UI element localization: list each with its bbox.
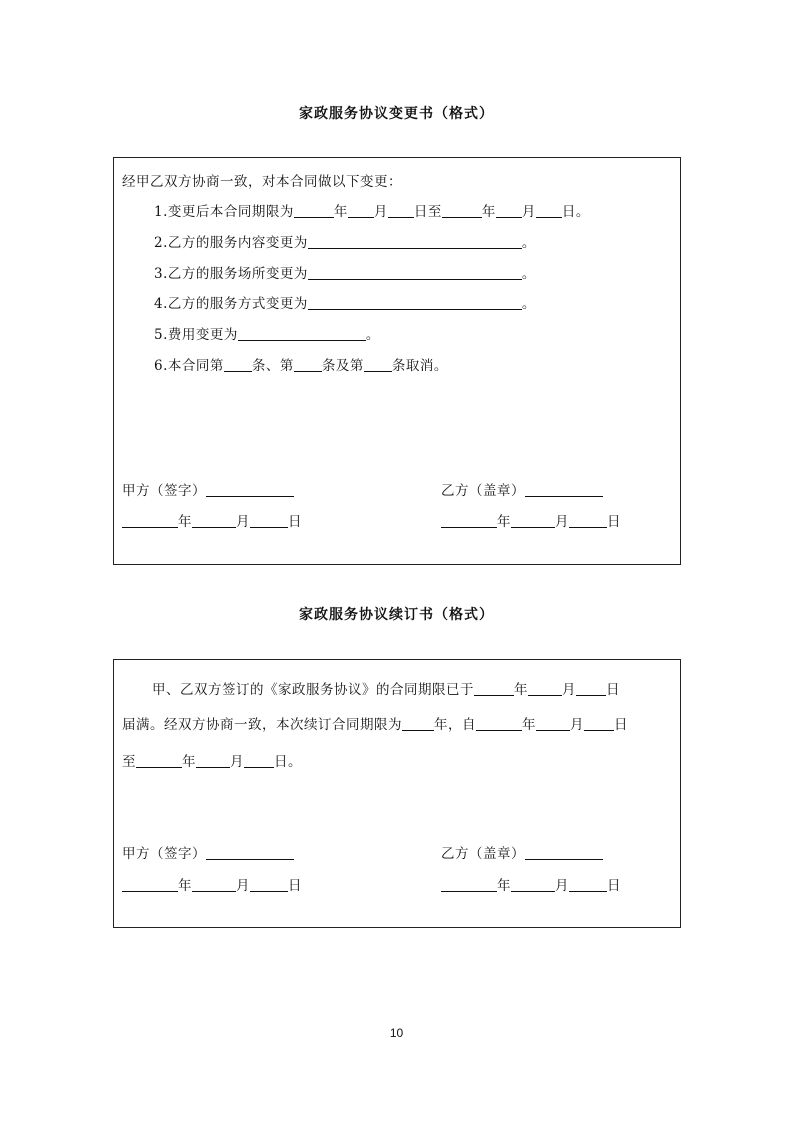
renewal-party-b-seal-blank[interactable] [525, 845, 603, 860]
party-b-date-month[interactable] [511, 513, 555, 528]
blank-end-month[interactable] [496, 203, 522, 218]
party-a-date-month[interactable] [192, 513, 236, 528]
blank-renewal-start-month[interactable] [536, 716, 570, 731]
party-a-date-day[interactable] [250, 513, 288, 528]
renewal-party-a-signature-blank[interactable] [206, 845, 294, 860]
renewal-title: 家政服务协议续订书（格式） [299, 607, 494, 623]
renewal-party-b-date-day[interactable] [569, 877, 607, 892]
renewal-line-2: 届满。经双方协商一致，本次续订合同期限为 年，自 年 月 日 [122, 717, 628, 733]
party-a-signature-blank[interactable] [206, 482, 294, 497]
renewal-party-a-date-year[interactable] [122, 877, 178, 892]
change-party-b-date: 年 月 日 [441, 510, 621, 530]
renewal-party-a-date: 年 月 日 [122, 874, 302, 894]
blank-service-content[interactable] [308, 234, 522, 249]
blank-clause-3[interactable] [364, 357, 392, 372]
renewal-party-b: 乙方（盖章） [441, 842, 603, 862]
blank-renewal-end-day[interactable] [244, 753, 274, 768]
change-item-6: 6.本合同第 条、第 条及第 条取消。 [154, 358, 448, 374]
party-b-date-day[interactable] [569, 513, 607, 528]
change-item-3: 3.乙方的服务场所变更为 。 [154, 266, 536, 282]
change-party-a: 甲方（签字） [122, 479, 294, 499]
party-a-date-year[interactable] [122, 513, 178, 528]
change-item-2: 2.乙方的服务内容变更为 。 [154, 235, 536, 251]
renewal-party-b-date: 年 月 日 [441, 874, 621, 894]
renewal-line-3: 至 年 月 日。 [122, 754, 302, 770]
blank-end-year[interactable] [442, 203, 482, 218]
blank-start-day[interactable] [388, 203, 414, 218]
blank-clause-2[interactable] [294, 357, 322, 372]
blank-service-location[interactable] [308, 265, 522, 280]
blank-service-method[interactable] [308, 295, 522, 310]
change-item-5: 5.费用变更为 。 [154, 327, 380, 343]
renewal-line-1: 甲、乙双方签订的《家政服务协议》的合同期限已于 年 月 日 [152, 682, 620, 698]
party-b-date-year[interactable] [441, 513, 497, 528]
change-title: 家政服务协议变更书（格式） [299, 106, 494, 122]
renewal-form-box [113, 659, 681, 928]
blank-renewal-end-month[interactable] [196, 753, 230, 768]
blank-end-day[interactable] [536, 203, 562, 218]
blank-start-year[interactable] [294, 203, 334, 218]
change-item-1: 1.变更后本合同期限为 年 月 日至 年 月 日。 [154, 204, 590, 220]
blank-start-month[interactable] [348, 203, 374, 218]
blank-fee[interactable] [238, 326, 366, 341]
blank-expiry-day[interactable] [576, 681, 606, 696]
blank-renewal-start-day[interactable] [584, 716, 614, 731]
blank-clause-1[interactable] [224, 357, 252, 372]
blank-renewal-start-year[interactable] [476, 716, 522, 731]
renewal-party-a: 甲方（签字） [122, 842, 294, 862]
party-b-seal-blank[interactable] [525, 482, 603, 497]
renewal-party-b-date-month[interactable] [511, 877, 555, 892]
blank-expiry-month[interactable] [528, 681, 562, 696]
change-intro: 经甲乙双方协商一致，对本合同做以下变更： [122, 174, 402, 190]
change-party-a-date: 年 月 日 [122, 510, 302, 530]
change-party-b: 乙方（盖章） [441, 479, 603, 499]
blank-expiry-year[interactable] [474, 681, 514, 696]
renewal-party-a-date-month[interactable] [192, 877, 236, 892]
renewal-party-b-date-year[interactable] [441, 877, 497, 892]
blank-renewal-term[interactable] [402, 716, 434, 731]
page-number: 10 [389, 1026, 404, 1040]
change-item-4: 4.乙方的服务方式变更为 。 [154, 296, 536, 312]
blank-renewal-end-year[interactable] [136, 753, 182, 768]
change-form-box [113, 157, 681, 565]
renewal-party-a-date-day[interactable] [250, 877, 288, 892]
